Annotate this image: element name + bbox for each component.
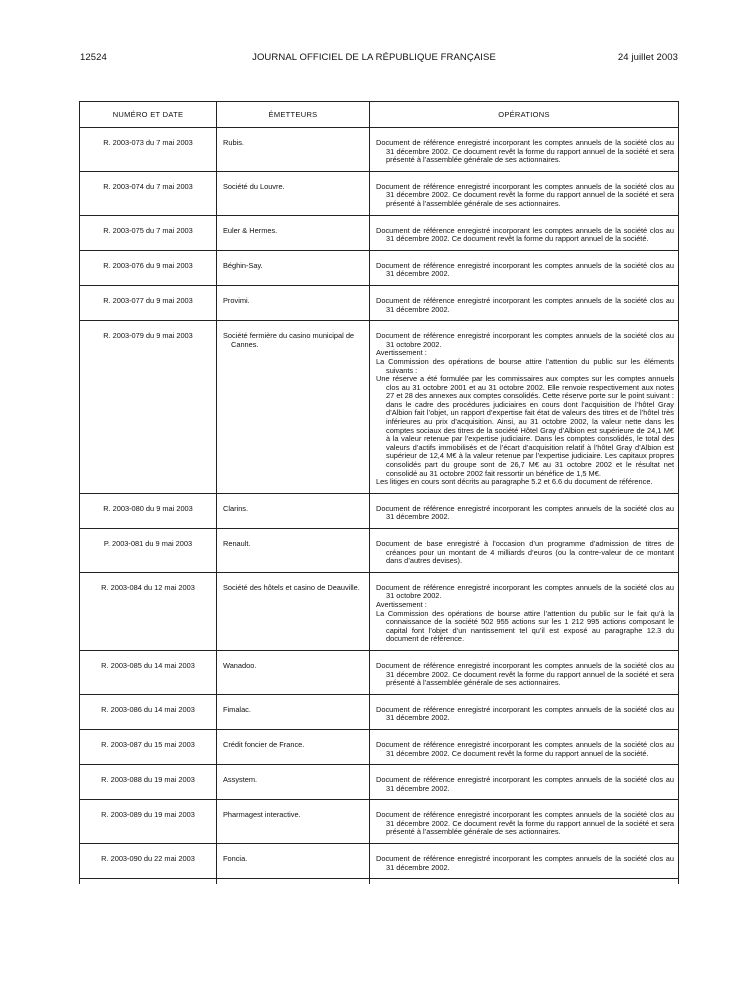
empty-cell [370, 879, 679, 885]
registrations-table [79, 101, 679, 884]
cell-issuer [217, 529, 370, 573]
table-row [80, 572, 679, 650]
table-row [80, 529, 679, 573]
cell-operation [370, 215, 679, 250]
cell-operation [370, 321, 679, 494]
operation-paragraph: La Commission des opérations de bourse attire l’attention du public sur le fait qu’à la connaissance de la société 502 955 actions sur les 1 212 995 actions composant le capital font l’objet d’un nantissement tel qu’il est exposé au paragraphe 12.3 du document de référence. [376, 608, 674, 644]
table-row [80, 800, 679, 844]
cell-issuer [217, 800, 370, 844]
cell-operation [370, 285, 679, 320]
cell-number-date: R. 2003-076 du 9 mai 2003 [80, 250, 217, 285]
cell-issuer [217, 285, 370, 320]
cell-number-date: P. 2003-081 du 9 mai 2003 [80, 529, 217, 573]
cell-operation [370, 650, 679, 694]
cell-number-date: R. 2003-075 du 7 mai 2003 [80, 215, 217, 250]
cell-number-date: R. 2003-079 du 9 mai 2003 [80, 321, 217, 494]
cell-number-date: R. 2003-087 du 15 mai 2003 [80, 729, 217, 764]
cell-issuer [217, 128, 370, 172]
table-header-row [80, 102, 679, 128]
operation-paragraph: Avertissement : [376, 348, 427, 358]
operation-paragraph: Document de référence enregistré incorporant les comptes annuels de la société clos au 31 octobre 2002. [376, 331, 674, 349]
cell-issuer [217, 493, 370, 528]
issuer-name: Foncia. [223, 854, 248, 864]
issuer-name: Euler & Hermes. [223, 225, 278, 235]
operation-paragraph: La Commission des opérations de bourse attire l’attention du public sur les éléments suivants : [376, 356, 674, 375]
cell-operation [370, 493, 679, 528]
cell-number-date: R. 2003-090 du 22 mai 2003 [80, 844, 217, 879]
table-row [80, 215, 679, 250]
operation-paragraph: Document de référence enregistré incorporant les comptes annuels de la société clos au 31 décembre 2002. Ce document revêt la forme du rapport annuel de la société. [376, 739, 674, 758]
operation-paragraph: Document de référence enregistré incorporant les comptes annuels de la société clos au 31 décembre 2002. [376, 503, 674, 522]
table-row [80, 844, 679, 879]
issuer-name: Assystem. [223, 775, 258, 785]
cell-issuer [217, 250, 370, 285]
cell-operation [370, 529, 679, 573]
cell-issuer [217, 215, 370, 250]
cell-number-date: R. 2003-086 du 14 mai 2003 [80, 694, 217, 729]
operation-paragraph: Avertissement : [376, 599, 427, 609]
cell-operation [370, 694, 679, 729]
issuer-name: Crédit foncier de France. [223, 739, 305, 749]
table-row [80, 171, 679, 215]
operation-paragraph: Document de référence enregistré incorporant les comptes annuels de la société clos au 31 octobre 2002. [376, 582, 674, 601]
cell-issuer [217, 844, 370, 879]
empty-cell [217, 879, 370, 885]
cell-issuer [217, 650, 370, 694]
issuer-name: Pharmagest interactive. [223, 810, 301, 820]
operation-paragraph: Document de référence enregistré incorporant les comptes annuels de la société clos au 31 décembre 2002. [376, 704, 674, 723]
page-number: 12524 [80, 52, 107, 63]
column-header-operations: OPÉRATIONS [370, 102, 679, 128]
table-row [80, 250, 679, 285]
issuer-name: Société du Louvre. [223, 181, 285, 191]
operation-paragraph: Document de référence enregistré incorporant les comptes annuels de la société clos au 31 décembre 2002. [376, 295, 674, 314]
cell-operation [370, 729, 679, 764]
operation-paragraph: Document de référence enregistré incorporant les comptes annuels de la société clos au 31 décembre 2002. Ce document revêt la forme du rapport annuel de la société et sera présenté à l’assemblée générale de ses actionnaires. [376, 810, 674, 837]
issuer-name: Clarins. [223, 503, 249, 513]
column-header-issuers: ÉMETTEURS [217, 102, 370, 128]
cell-issuer [217, 321, 370, 494]
issuer-name: Rubis. [223, 138, 244, 147]
cell-operation [370, 250, 679, 285]
issuer-name: Wanadoo. [223, 660, 257, 670]
table-row [80, 694, 679, 729]
table-row [80, 765, 679, 800]
issuer-name: Béghin-Say. [223, 260, 263, 270]
operation-paragraph: Document de référence enregistré incorporant les comptes annuels de la société clos au 31 décembre 2002. Ce document revêt la forme du rapport annuel de la société. [376, 225, 674, 244]
issuer-name: Société fermière du casino municipal de Cannes. [223, 331, 355, 349]
cell-operation [370, 844, 679, 879]
issuer-name: Fimalac. [223, 704, 251, 714]
operation-paragraph: Document de référence enregistré incorporant les comptes annuels de la société clos au 31 décembre 2002. Ce document revêt la forme du rapport annuel de la société et sera présenté à l’assemblée générale de ses actionnaires. [376, 181, 674, 208]
cell-issuer [217, 171, 370, 215]
table-continuation-row [80, 879, 679, 885]
table-row [80, 729, 679, 764]
operation-paragraph: Document de référence enregistré incorporant les comptes annuels de la société clos au 31 décembre 2002. [376, 854, 674, 872]
cell-number-date: R. 2003-088 du 19 mai 2003 [80, 765, 217, 800]
cell-operation [370, 800, 679, 844]
table-row [80, 285, 679, 320]
cell-operation [370, 765, 679, 800]
operation-paragraph: Une réserve a été formulée par les commissaires aux comptes sur les comptes annuels clos au 31 octobre 2001 et au 31 octobre 2002. Elle renvoie respectivement aux notes 27 et 28 des annexes aux comptes consolidés. Cette réserve porte sur le point suivant : dans le cadre des procédures judiciaires en cours dont l’acquisition de l’hôtel Gray d’Albion fait l’objet, un rapport d’expertise fait état de valeurs des titres et de l’hôtel très inférieures au prix d’acquisition. Ainsi, au 31 octobre 2002, la valeur nette dans les comptes sociaux des titres de la société Hôtel Gray d’Albion est supérieure de 24,1 M€ à la valeur retenue par l’expertise judiciaire. Dans les comptes consolidés, le total des valeurs d’actifs immobilisés et de l’écart d’acquisition relatif à l’hôtel Gray d’Albion est supérieur de 12,4 M€ à la valeur retenue par l’expertise judiciaire. Les capitaux propres consolidés part du groupe sont de 26,7 M€ au 31 octobre 2002 et le résultat net consolidé au 31 octobre 2002 fait ressortir un bénéfice de 1,5 M€. [376, 374, 674, 478]
issuer-name: Renault. [223, 539, 251, 548]
cell-number-date: R. 2003-085 du 14 mai 2003 [80, 650, 217, 694]
cell-issuer [217, 729, 370, 764]
cell-operation [370, 128, 679, 172]
operation-paragraph: Document de référence enregistré incorporant les comptes annuels de la société clos au 31 décembre 2002. Ce document revêt la forme du rapport annuel de la société et sera présenté à l’assemblée générale de ses actionnaires. [376, 660, 674, 688]
cell-issuer [217, 765, 370, 800]
table-row [80, 321, 679, 494]
cell-operation [370, 572, 679, 650]
empty-cell [80, 879, 217, 885]
cell-number-date: R. 2003-089 du 19 mai 2003 [80, 800, 217, 844]
cell-number-date: R. 2003-074 du 7 mai 2003 [80, 171, 217, 215]
operation-paragraph: Document de base enregistré à l’occasion d’un programme d’admission de titres de créances pour un montant de 4 milliards d’euros (ou la contre-valeur de ce montant dans d’autres devises). [376, 539, 674, 566]
cell-number-date: R. 2003-080 du 9 mai 2003 [80, 493, 217, 528]
cell-number-date: R. 2003-084 du 12 mai 2003 [80, 572, 217, 650]
table-row [80, 128, 679, 172]
operation-paragraph: Les litiges en cours sont décrits au paragraphe 5.2 et 6.6 du document de référence. [376, 477, 653, 487]
operation-paragraph: Document de référence enregistré incorporant les comptes annuels de la société clos au 31 décembre 2002. [376, 260, 674, 279]
journal-title: JOURNAL OFFICIEL DE LA RÉPUBLIQUE FRANÇAISE [252, 52, 496, 63]
operation-paragraph: Document de référence enregistré incorporant les comptes annuels de la société clos au 31 décembre 2002. [376, 775, 674, 793]
issuer-name: Société des hôtels et casino de Deauville. [223, 582, 360, 592]
cell-number-date: R. 2003-073 du 7 mai 2003 [80, 128, 217, 172]
issuer-name: Provimi. [223, 295, 250, 305]
cell-number-date: R. 2003-077 du 9 mai 2003 [80, 285, 217, 320]
issue-date: 24 juillet 2003 [617, 52, 678, 63]
cell-operation [370, 171, 679, 215]
operation-paragraph: Document de référence enregistré incorporant les comptes annuels de la société clos au 31 décembre 2002. Ce document revêt la forme du rapport annuel de la société et sera présenté à l’assemblée générale de ses actionnaires. [376, 138, 674, 165]
table-row [80, 493, 679, 528]
column-header-number-date: NUMÉRO ET DATE [80, 102, 217, 128]
cell-issuer [217, 694, 370, 729]
cell-issuer [217, 572, 370, 650]
table-row [80, 650, 679, 694]
